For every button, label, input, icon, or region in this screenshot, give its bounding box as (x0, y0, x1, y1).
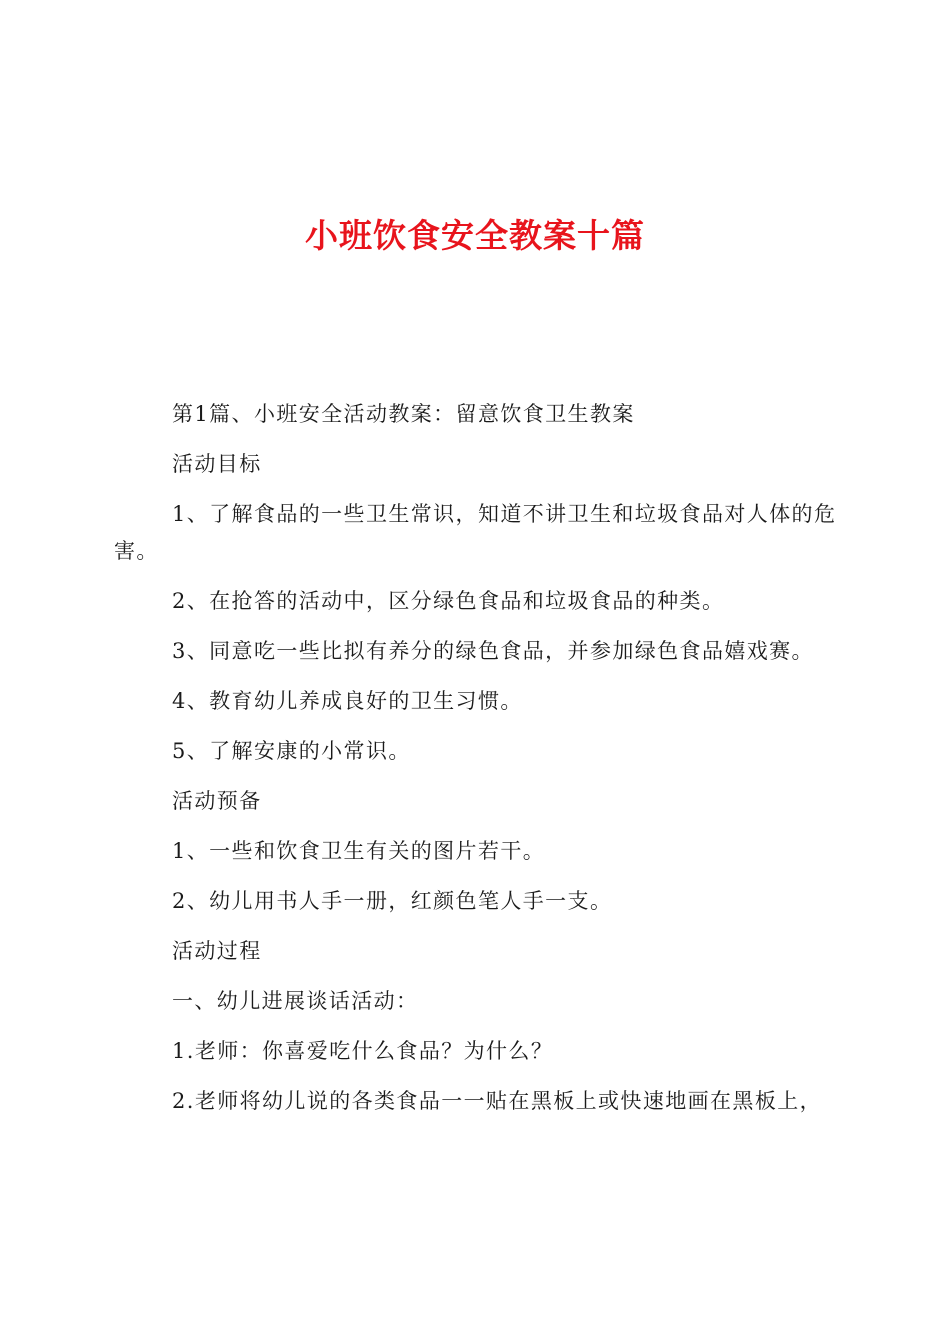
paragraph-lesson-heading: 第1篇、小班安全活动教案：留意饮食卫生教案 (172, 402, 635, 426)
paragraph-prep-2: 2、幼儿用书人手一册，红颜色笔人手一支。 (172, 889, 613, 913)
paragraph-process-step-1: 一、幼儿进展谈话活动： (172, 989, 419, 1013)
paragraph-goal-3: 3、同意吃一些比拟有养分的绿色食品，并参加绿色食品嬉戏赛。 (172, 639, 814, 663)
paragraph-process-1-1: 1.老师：你喜爱吃什么食品？为什么？ (172, 1039, 554, 1063)
paragraph-goal-1-line2: 害。 (114, 539, 159, 563)
paragraph-goal-2: 2、在抢答的活动中，区分绿色食品和垃圾食品的种类。 (172, 589, 725, 613)
paragraph-section-goals: 活动目标 (172, 452, 262, 476)
paragraph-prep-1: 1、一些和饮食卫生有关的图片若干。 (172, 839, 546, 863)
paragraph-goal-1-line1: 1、了解食品的一些卫生常识，知道不讲卫生和垃圾食品对人体的危 (172, 502, 837, 526)
paragraph-goal-1 (114, 496, 838, 570)
paragraph-section-process: 活动过程 (172, 939, 262, 963)
paragraph-goal-5: 5、了解安康的小常识。 (172, 739, 411, 763)
paragraph-goal-4: 4、教育幼儿养成良好的卫生习惯。 (172, 689, 523, 713)
paragraph-section-preparation: 活动预备 (172, 789, 262, 813)
document-title: 小班饮食安全教案十篇 (305, 216, 645, 255)
document-body (114, 396, 838, 1133)
paragraph-process-1-2: 2.老师将幼儿说的各类食品一一贴在黑板上或快速地画在黑板上， (172, 1089, 823, 1113)
